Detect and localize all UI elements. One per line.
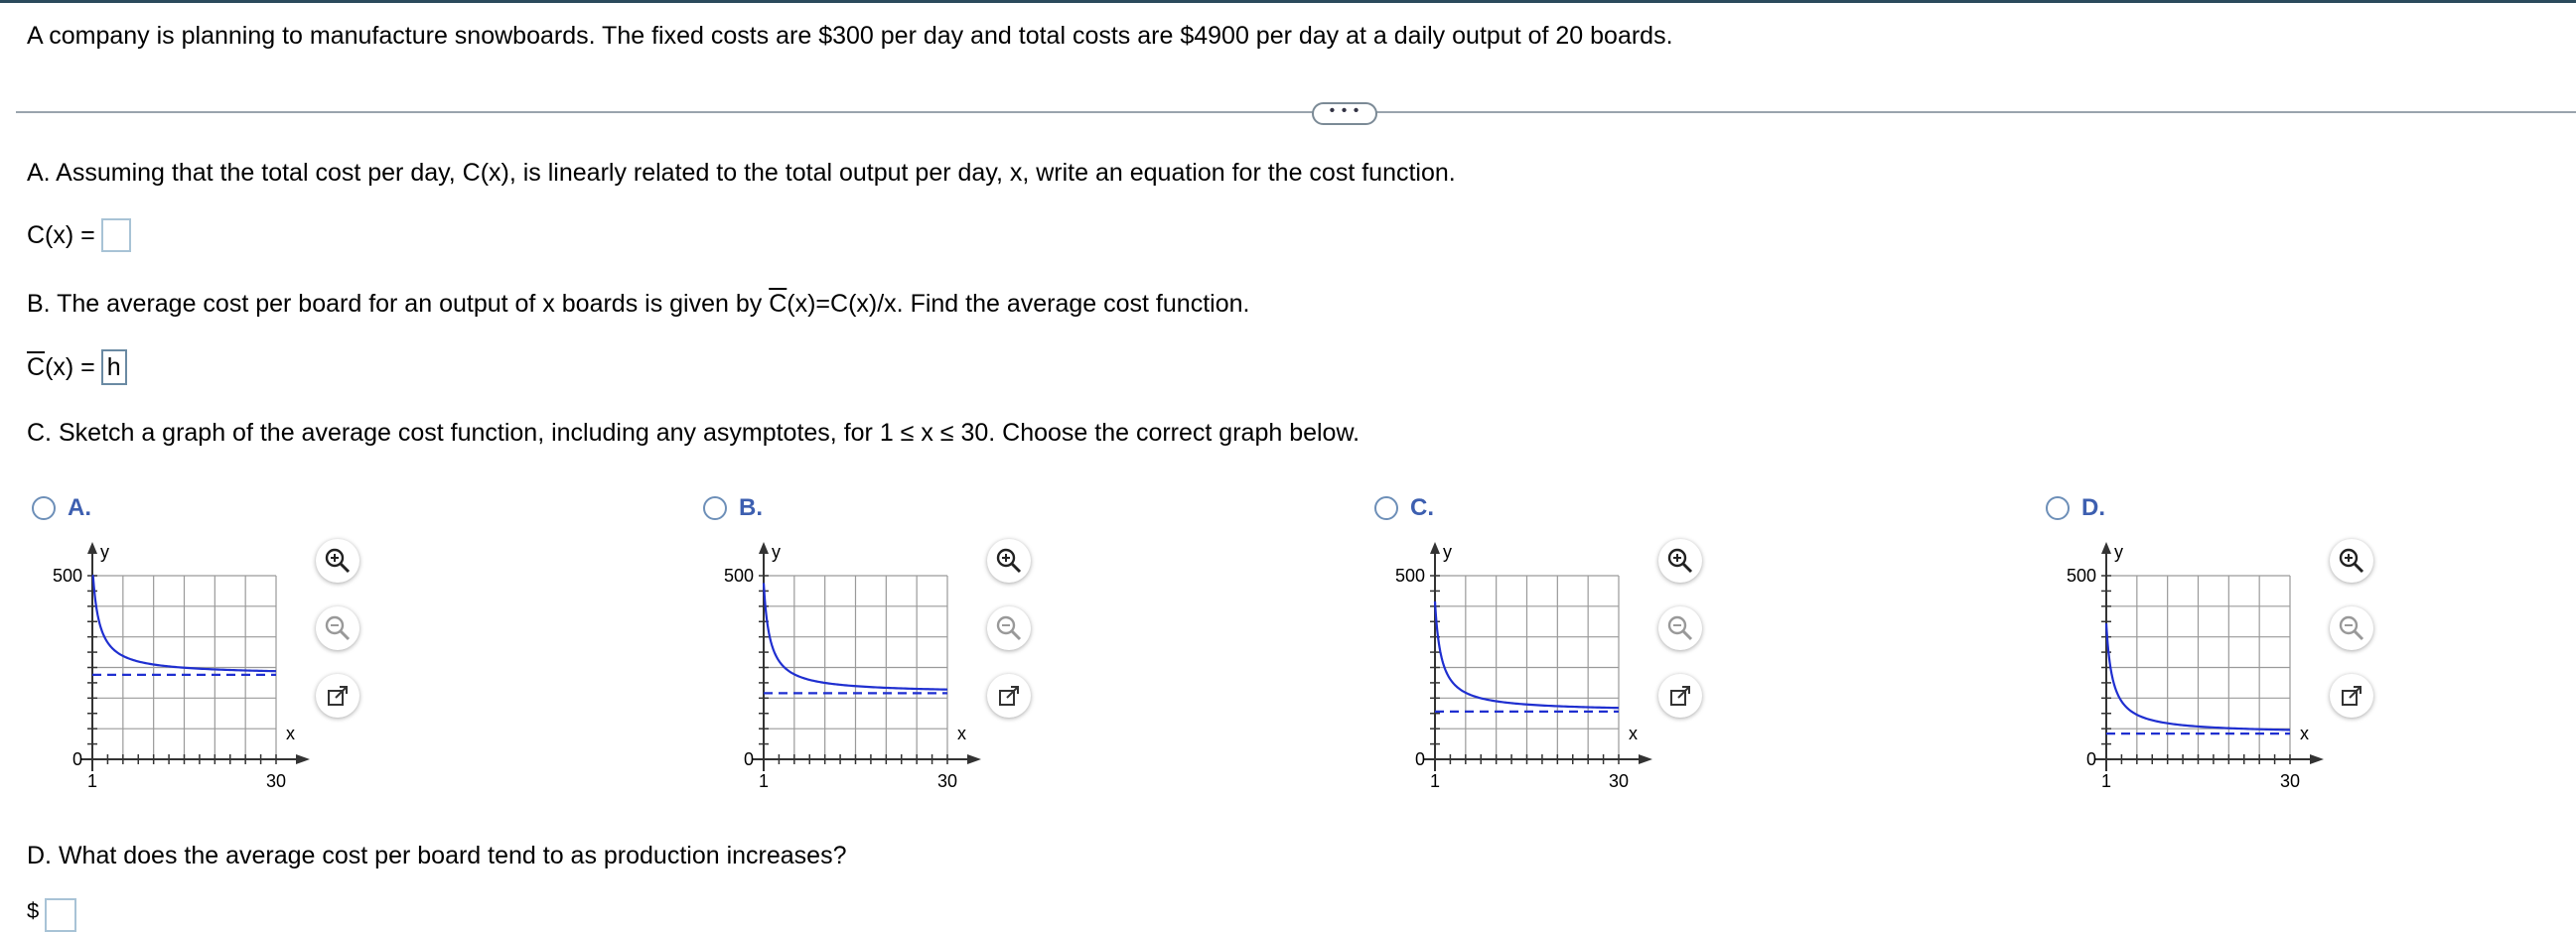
option-c-zoom-in-button[interactable] [1658, 539, 1702, 583]
y-axis-arrow [2101, 542, 2111, 554]
x-axis-arrow [296, 754, 310, 764]
y-tick-label-min: 0 [72, 749, 82, 769]
popout-icon [995, 682, 1023, 710]
part-b-eq-label: (x) = [45, 352, 95, 381]
option-d-zoom-out-button[interactable] [2330, 606, 2373, 650]
part-b-question-post: (x)=C(x)/x. Find the average cost function. [787, 290, 1250, 318]
x-tick-label-max: 30 [265, 771, 287, 791]
zoom-out-icon [1665, 613, 1695, 643]
expand-button[interactable]: • • • [1312, 102, 1377, 125]
x-tick-label-min: 1 [1429, 771, 1441, 791]
option-c-graph [1372, 536, 1670, 804]
x-axis-arrow [967, 754, 981, 764]
option-b-popout-button[interactable] [987, 674, 1031, 718]
option-a-graph [30, 536, 328, 804]
option-b-zoom-out-button[interactable] [987, 606, 1031, 650]
option-b-graph [701, 536, 999, 804]
option-c[interactable] [1374, 494, 1434, 522]
y-tick-label-max: 500 [52, 566, 82, 586]
top-border [0, 0, 2576, 3]
option-d-zoom-in-button[interactable] [2330, 539, 2373, 583]
popout-icon [2338, 682, 2365, 710]
part-d-dollar-sign: $ [27, 898, 40, 923]
y-axis-label: y [2114, 542, 2123, 562]
option-a-radio[interactable] [32, 496, 56, 520]
option-d-graph [2044, 536, 2342, 804]
x-axis-label: x [2300, 724, 2309, 743]
option-b[interactable] [703, 494, 763, 522]
y-tick-label-min: 0 [743, 749, 754, 769]
problem-statement: A company is planning to manufacture snowboards. The fixed costs are $300 per day and total costs are $4900 per day at a daily output of 20 boards. [27, 22, 1673, 50]
option-c-label: C. [1410, 494, 1434, 521]
part-b-question [27, 290, 1249, 319]
x-tick-label-min: 1 [758, 771, 770, 791]
part-b-eq-cbar: $\overline{C}$ [27, 352, 46, 381]
option-b-radio[interactable] [703, 496, 727, 520]
x-axis-label: x [1629, 724, 1638, 743]
y-axis-label: y [772, 542, 781, 562]
popout-icon [1666, 682, 1694, 710]
section-divider [16, 111, 2576, 113]
y-tick-label-min: 0 [1414, 749, 1425, 769]
x-axis-label: x [957, 724, 966, 743]
option-a-zoom-out-button[interactable] [316, 606, 359, 650]
zoom-in-icon [1665, 546, 1695, 576]
option-a-popout-button[interactable] [316, 674, 359, 718]
option-b-label: B. [739, 494, 763, 521]
zoom-in-icon [323, 546, 353, 576]
option-c-radio[interactable] [1374, 496, 1398, 520]
y-tick-label-max: 500 [1394, 566, 1425, 586]
y-axis-label: y [1443, 542, 1452, 562]
x-tick-label-max: 30 [936, 771, 958, 791]
option-b-zoom-in-button[interactable] [987, 539, 1031, 583]
option-c-popout-button[interactable] [1658, 674, 1702, 718]
y-tick-label-min: 0 [2085, 749, 2096, 769]
x-tick-label-min: 1 [2100, 771, 2112, 791]
option-c-zoom-out-button[interactable] [1658, 606, 1702, 650]
part-a-eq-label: C(x) = [27, 220, 95, 249]
option-a-label: A. [68, 494, 91, 521]
option-d-popout-button[interactable] [2330, 674, 2373, 718]
zoom-in-icon [2337, 546, 2366, 576]
option-d-radio[interactable] [2046, 496, 2070, 520]
zoom-out-icon [323, 613, 353, 643]
part-b-answer-input[interactable]: h [101, 349, 127, 385]
zoom-out-icon [2337, 613, 2366, 643]
x-axis-arrow [2310, 754, 2324, 764]
option-d-label: D. [2081, 494, 2105, 521]
part-d-question: D. What does the average cost per board tend to as production increases? [27, 842, 847, 869]
x-axis-arrow [1639, 754, 1652, 764]
part-b-question-cbar: $\overline{C}$ [769, 290, 787, 318]
option-a-zoom-in-button[interactable] [316, 539, 359, 583]
part-a-answer-input[interactable] [101, 218, 131, 252]
option-a[interactable] [32, 494, 91, 522]
part-b-question-pre: B. The average cost per board for an output of x boards is given by [27, 290, 770, 318]
x-axis-label: x [286, 724, 295, 743]
y-axis-label: y [100, 542, 109, 562]
zoom-out-icon [994, 613, 1024, 643]
popout-icon [324, 682, 352, 710]
option-d[interactable] [2046, 494, 2105, 522]
part-c-question: C. Sketch a graph of the average cost function, including any asymptotes, for 1 ≤ x ≤ 30. Choose the correct graph below. [27, 419, 1360, 447]
zoom-in-icon [994, 546, 1024, 576]
y-axis-arrow [87, 542, 97, 554]
part-b-equation [27, 349, 127, 385]
y-tick-label-max: 500 [2066, 566, 2096, 586]
part-a-equation [27, 218, 131, 252]
part-a-question: A. Assuming that the total cost per day, C(x), is linearly related to the total output per day, x, write an equation for the cost function. [27, 159, 1456, 187]
y-axis-arrow [759, 542, 769, 554]
x-tick-label-max: 30 [1608, 771, 1630, 791]
y-axis-arrow [1430, 542, 1440, 554]
part-d-answer-input[interactable] [45, 898, 76, 932]
x-tick-label-max: 30 [2279, 771, 2301, 791]
x-tick-label-min: 1 [86, 771, 98, 791]
y-tick-label-max: 500 [723, 566, 754, 586]
